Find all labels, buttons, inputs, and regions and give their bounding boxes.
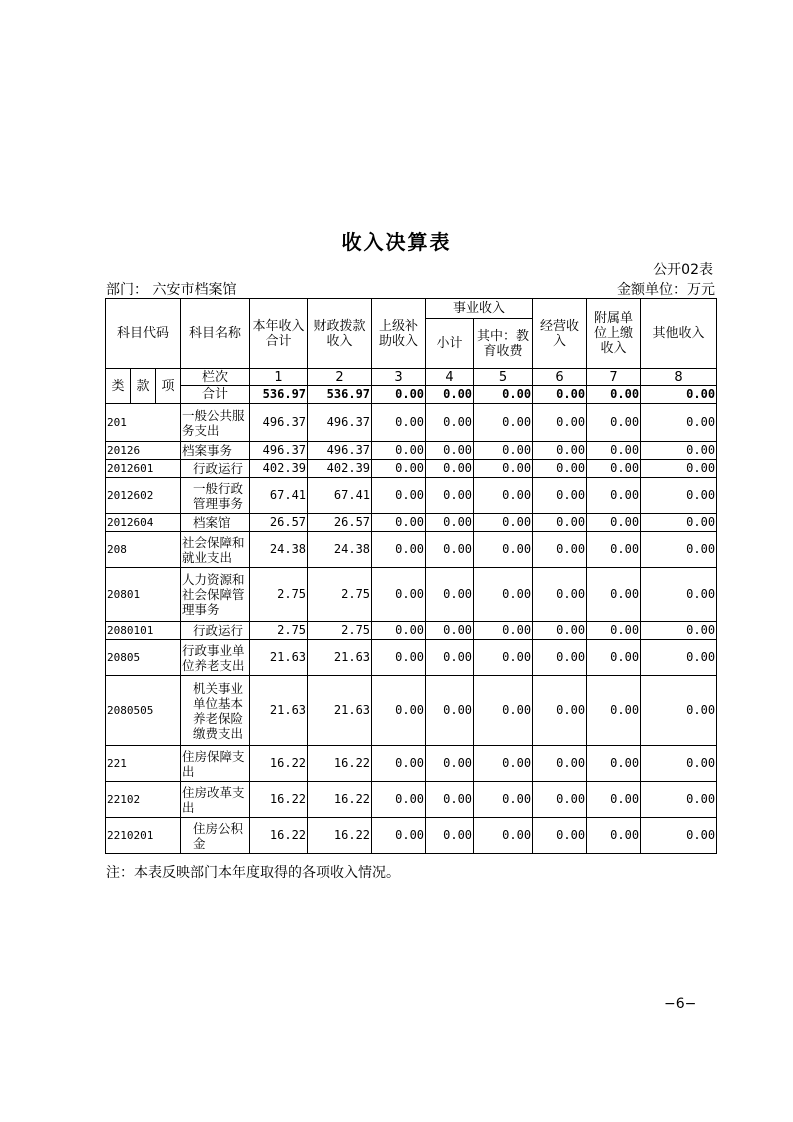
col-number: 3 xyxy=(372,369,426,386)
amount-cell: 0.00 xyxy=(372,746,426,782)
amount-cell: 0.00 xyxy=(533,746,587,782)
total-cell: 0.00 xyxy=(641,386,717,404)
amount-cell: 0.00 xyxy=(426,640,474,676)
amount-cell: 0.00 xyxy=(426,404,474,442)
subject-name: 机关事业单位基本养老保险缴费支出 xyxy=(181,676,250,746)
table-row xyxy=(106,532,717,568)
amount-cell: 0.00 xyxy=(474,404,533,442)
amount-cell: 0.00 xyxy=(474,460,533,478)
amount-cell: 21.63 xyxy=(308,676,372,746)
subject-code: 2012601 xyxy=(106,460,181,478)
amount-cell: 0.00 xyxy=(587,782,641,818)
table-row xyxy=(106,622,717,640)
amount-cell: 0.00 xyxy=(426,676,474,746)
amount-cell: 0.00 xyxy=(426,532,474,568)
amount-cell: 0.00 xyxy=(372,404,426,442)
header-name: 科目名称 xyxy=(181,299,250,369)
subject-name: 一般公共服务支出 xyxy=(181,404,250,442)
subject-code: 2012604 xyxy=(106,514,181,532)
subject-code: 2210201 xyxy=(106,818,181,854)
header-lanci: 栏次 xyxy=(181,369,250,386)
subject-name: 行政事业单位养老支出 xyxy=(181,640,250,676)
amount-cell: 0.00 xyxy=(641,782,717,818)
table-row xyxy=(106,460,717,478)
form-number: 公开02表 xyxy=(653,262,713,278)
col-number: 1 xyxy=(250,369,308,386)
subject-name: 行政运行 xyxy=(181,460,250,478)
header-total: 本年收入合计 xyxy=(250,299,308,369)
table-row xyxy=(106,746,717,782)
amount-cell: 0.00 xyxy=(474,746,533,782)
table-row xyxy=(106,782,717,818)
amount-cell: 0.00 xyxy=(587,478,641,514)
amount-cell: 2.75 xyxy=(308,568,372,622)
table-row xyxy=(106,442,717,460)
subject-name: 社会保障和就业支出 xyxy=(181,532,250,568)
amount-cell: 0.00 xyxy=(587,442,641,460)
subject-code: 2012602 xyxy=(106,478,181,514)
amount-cell: 21.63 xyxy=(250,640,308,676)
table-row xyxy=(106,818,717,854)
amount-cell: 0.00 xyxy=(587,514,641,532)
amount-cell: 496.37 xyxy=(250,404,308,442)
amount-cell: 0.00 xyxy=(372,568,426,622)
total-cell: 0.00 xyxy=(426,386,474,404)
table-row xyxy=(106,676,717,746)
subject-code: 20801 xyxy=(106,568,181,622)
subject-name: 住房改革支出 xyxy=(181,782,250,818)
amount-cell: 0.00 xyxy=(587,568,641,622)
amount-cell: 0.00 xyxy=(587,640,641,676)
amount-cell: 0.00 xyxy=(533,622,587,640)
header-other: 其他收入 xyxy=(641,299,717,369)
amount-cell: 0.00 xyxy=(474,442,533,460)
amount-cell: 496.37 xyxy=(308,404,372,442)
amount-cell: 0.00 xyxy=(641,532,717,568)
subject-name: 档案馆 xyxy=(181,514,250,532)
amount-cell: 0.00 xyxy=(474,782,533,818)
col-number: 8 xyxy=(641,369,717,386)
header-kuan: 款 xyxy=(131,369,156,404)
header-subtotal: 小计 xyxy=(426,319,474,369)
subject-code: 201 xyxy=(106,404,181,442)
amount-cell: 0.00 xyxy=(474,640,533,676)
amount-cell: 402.39 xyxy=(308,460,372,478)
total-cell: 0.00 xyxy=(474,386,533,404)
amount-cell: 0.00 xyxy=(641,746,717,782)
amount-cell: 0.00 xyxy=(533,478,587,514)
amount-cell: 0.00 xyxy=(426,478,474,514)
amount-cell: 67.41 xyxy=(250,478,308,514)
amount-cell: 0.00 xyxy=(641,404,717,442)
amount-cell: 0.00 xyxy=(372,442,426,460)
amount-cell: 24.38 xyxy=(250,532,308,568)
subject-code: 2080505 xyxy=(106,676,181,746)
amount-cell: 16.22 xyxy=(308,746,372,782)
subject-code: 20126 xyxy=(106,442,181,460)
amount-cell: 0.00 xyxy=(372,782,426,818)
amount-cell: 0.00 xyxy=(372,460,426,478)
amount-cell: 0.00 xyxy=(372,478,426,514)
amount-cell: 0.00 xyxy=(587,622,641,640)
amount-cell: 0.00 xyxy=(474,818,533,854)
amount-cell: 0.00 xyxy=(372,622,426,640)
amount-cell: 0.00 xyxy=(372,514,426,532)
amount-cell: 26.57 xyxy=(250,514,308,532)
total-cell: 536.97 xyxy=(250,386,308,404)
amount-cell: 67.41 xyxy=(308,478,372,514)
subject-name: 住房公积金 xyxy=(181,818,250,854)
amount-cell: 0.00 xyxy=(372,532,426,568)
amount-cell: 2.75 xyxy=(250,622,308,640)
header-superior: 上级补助收入 xyxy=(372,299,426,369)
amount-cell: 0.00 xyxy=(641,640,717,676)
col-number: 5 xyxy=(474,369,533,386)
amount-cell: 16.22 xyxy=(250,746,308,782)
header-edu-fee: 其中：教育收费 xyxy=(474,319,533,369)
amount-cell: 0.00 xyxy=(426,514,474,532)
amount-cell: 0.00 xyxy=(641,622,717,640)
amount-cell: 0.00 xyxy=(533,818,587,854)
amount-cell: 0.00 xyxy=(533,460,587,478)
footnote: 注：本表反映部门本年度取得的各项收入情况。 xyxy=(106,865,400,881)
col-number: 4 xyxy=(426,369,474,386)
amount-cell: 0.00 xyxy=(372,818,426,854)
amount-cell: 0.00 xyxy=(372,676,426,746)
subject-name: 行政运行 xyxy=(181,622,250,640)
header-lei: 类 xyxy=(106,369,131,404)
amount-cell: 0.00 xyxy=(533,532,587,568)
subject-name: 人力资源和社会保障管理事务 xyxy=(181,568,250,622)
unit-label: 金额单位：万元 xyxy=(617,282,715,298)
amount-cell: 0.00 xyxy=(474,514,533,532)
amount-cell: 16.22 xyxy=(250,782,308,818)
subject-name: 一般行政管理事务 xyxy=(181,478,250,514)
subject-name: 档案事务 xyxy=(181,442,250,460)
header-xiang: 项 xyxy=(156,369,181,404)
total-cell: 0.00 xyxy=(372,386,426,404)
total-cell: 0.00 xyxy=(533,386,587,404)
amount-cell: 0.00 xyxy=(641,818,717,854)
amount-cell: 24.38 xyxy=(308,532,372,568)
table-row xyxy=(106,514,717,532)
amount-cell: 21.63 xyxy=(250,676,308,746)
amount-cell: 0.00 xyxy=(426,568,474,622)
subject-code: 221 xyxy=(106,746,181,782)
amount-cell: 0.00 xyxy=(426,818,474,854)
amount-cell: 0.00 xyxy=(426,442,474,460)
amount-cell: 0.00 xyxy=(641,514,717,532)
amount-cell: 0.00 xyxy=(426,622,474,640)
header-code: 科目代码 xyxy=(106,299,181,369)
amount-cell: 0.00 xyxy=(533,404,587,442)
amount-cell: 0.00 xyxy=(641,460,717,478)
col-number: 7 xyxy=(587,369,641,386)
amount-cell: 0.00 xyxy=(641,478,717,514)
amount-cell: 0.00 xyxy=(474,622,533,640)
table-row xyxy=(106,640,717,676)
amount-cell: 0.00 xyxy=(533,568,587,622)
header-operating: 经营收入 xyxy=(533,299,587,369)
page-number: −6− xyxy=(664,996,697,1012)
amount-cell: 0.00 xyxy=(474,568,533,622)
subject-code: 22102 xyxy=(106,782,181,818)
page-title: 收入决算表 xyxy=(341,230,452,254)
amount-cell: 0.00 xyxy=(533,514,587,532)
department-label: 部门： 六安市档案馆 xyxy=(106,282,237,298)
amount-cell: 0.00 xyxy=(533,640,587,676)
total-cell: 536.97 xyxy=(308,386,372,404)
amount-cell: 0.00 xyxy=(587,818,641,854)
subject-code: 2080101 xyxy=(106,622,181,640)
amount-cell: 0.00 xyxy=(426,782,474,818)
subject-code: 20805 xyxy=(106,640,181,676)
amount-cell: 0.00 xyxy=(587,532,641,568)
amount-cell: 0.00 xyxy=(426,460,474,478)
amount-cell: 0.00 xyxy=(587,460,641,478)
amount-cell: 21.63 xyxy=(308,640,372,676)
amount-cell: 2.75 xyxy=(308,622,372,640)
table-row xyxy=(106,478,717,514)
amount-cell: 16.22 xyxy=(308,818,372,854)
header-business-income: 事业收入 xyxy=(426,299,533,319)
amount-cell: 0.00 xyxy=(474,676,533,746)
amount-cell: 0.00 xyxy=(641,568,717,622)
income-table xyxy=(105,298,717,854)
header-affiliated: 附属单位上缴收入 xyxy=(587,299,641,369)
header-fiscal: 财政拨款收入 xyxy=(308,299,372,369)
amount-cell: 496.37 xyxy=(250,442,308,460)
subject-code: 208 xyxy=(106,532,181,568)
amount-cell: 0.00 xyxy=(372,640,426,676)
amount-cell: 0.00 xyxy=(533,782,587,818)
amount-cell: 0.00 xyxy=(474,532,533,568)
amount-cell: 0.00 xyxy=(587,746,641,782)
amount-cell: 2.75 xyxy=(250,568,308,622)
amount-cell: 0.00 xyxy=(426,746,474,782)
amount-cell: 0.00 xyxy=(587,676,641,746)
col-number: 2 xyxy=(308,369,372,386)
table-row xyxy=(106,568,717,622)
amount-cell: 496.37 xyxy=(308,442,372,460)
subject-name: 住房保障支出 xyxy=(181,746,250,782)
amount-cell: 402.39 xyxy=(250,460,308,478)
total-cell: 0.00 xyxy=(587,386,641,404)
header-heji: 合计 xyxy=(181,386,250,404)
col-number: 6 xyxy=(533,369,587,386)
amount-cell: 16.22 xyxy=(308,782,372,818)
amount-cell: 0.00 xyxy=(474,478,533,514)
amount-cell: 0.00 xyxy=(641,676,717,746)
amount-cell: 0.00 xyxy=(533,676,587,746)
amount-cell: 0.00 xyxy=(641,442,717,460)
amount-cell: 0.00 xyxy=(587,404,641,442)
table-row xyxy=(106,404,717,442)
amount-cell: 16.22 xyxy=(250,818,308,854)
amount-cell: 0.00 xyxy=(533,442,587,460)
amount-cell: 26.57 xyxy=(308,514,372,532)
